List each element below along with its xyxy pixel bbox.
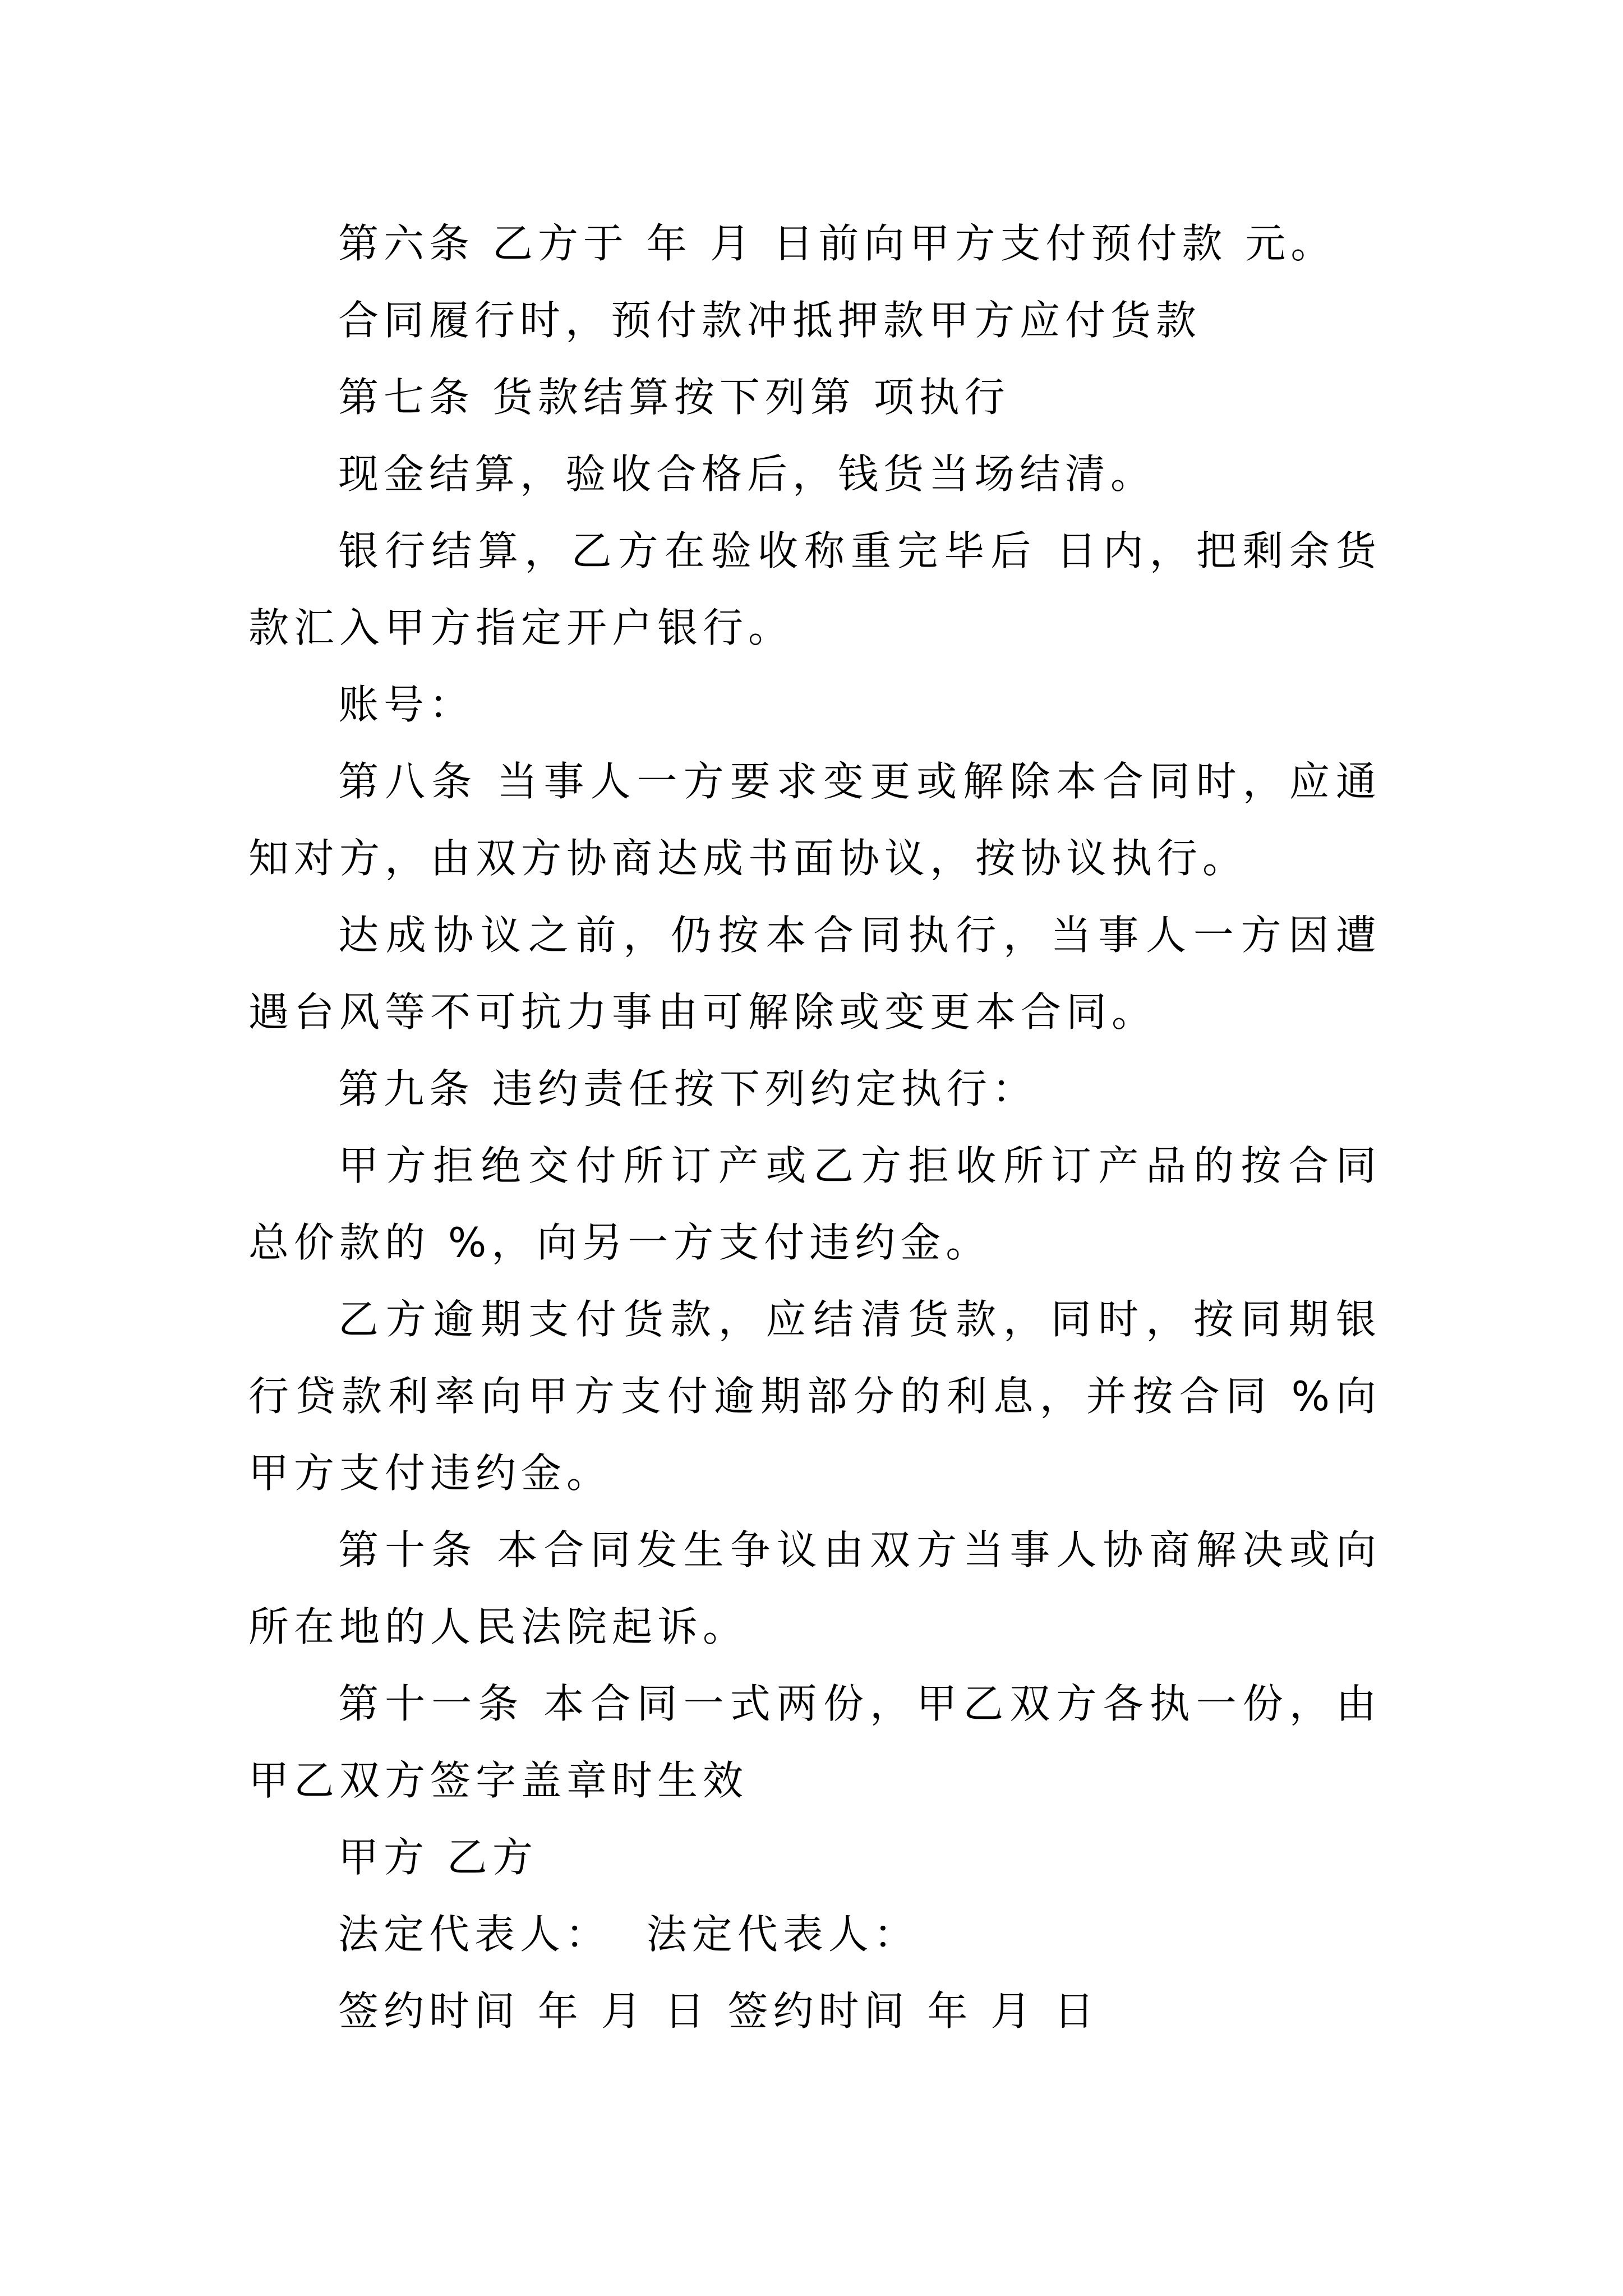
refusal-penalty-paragraph: 甲方拒绝交付所订产或乙方拒收所订产品的按合同总价款的 %，向另一方支付违约金。: [248, 1142, 1381, 1266]
clause-10-disputes: 第十条 本合同发生争议由双方当事人协商解决或向所在地的人民法院起诉。: [248, 1526, 1381, 1650]
prepayment-offset-note: 合同履行时，预付款冲抵押款甲方应付货款: [338, 297, 1202, 344]
cash-settlement-option: 现金结算，验收合格后，钱货当场结清。: [338, 450, 1156, 498]
clause-9-liability: 第九条 违约责任按下列约定执行：: [338, 1065, 1038, 1112]
bank-settlement-option: 银行结算，乙方在验收称重完毕后 日内，把剩余货款汇入甲方指定开户银行。: [248, 527, 1381, 651]
legal-representatives-line: 法定代表人： 法定代表人：: [338, 1911, 919, 1958]
parties-line: 甲方 乙方: [338, 1834, 538, 1881]
late-payment-paragraph: 乙方逾期支付货款，应结清货款，同时，按同期银行贷款利率向甲方支付逾期部分的利息，并按合同 %向甲方支付违约金。: [248, 1296, 1381, 1497]
account-number-line: 账号：: [338, 681, 475, 728]
clause-11-copies: 第十一条 本合同一式两份，甲乙双方各执一份，由甲乙双方签字盖章时生效: [248, 1680, 1381, 1804]
clause-6-prepayment: 第六条 乙方于 年 月 日前向甲方支付预付款 元。: [338, 220, 1336, 267]
signing-date-line: 签约时间 年 月 日 签约时间 年 月 日: [338, 1987, 1100, 2035]
clause-7-settlement: 第七条 货款结算按下列第 项执行: [338, 374, 1010, 421]
contract-body: [248, 205, 1381, 2050]
clause-8-modification: 第八条 当事人一方要求变更或解除本合同时，应通知对方，由双方协商达成书面协议，按协议执行。: [248, 758, 1381, 882]
force-majeure-paragraph: 达成协议之前，仍按本合同执行，当事人一方因遭遇台风等不可抗力事由可解除或变更本合同。: [248, 912, 1381, 1036]
